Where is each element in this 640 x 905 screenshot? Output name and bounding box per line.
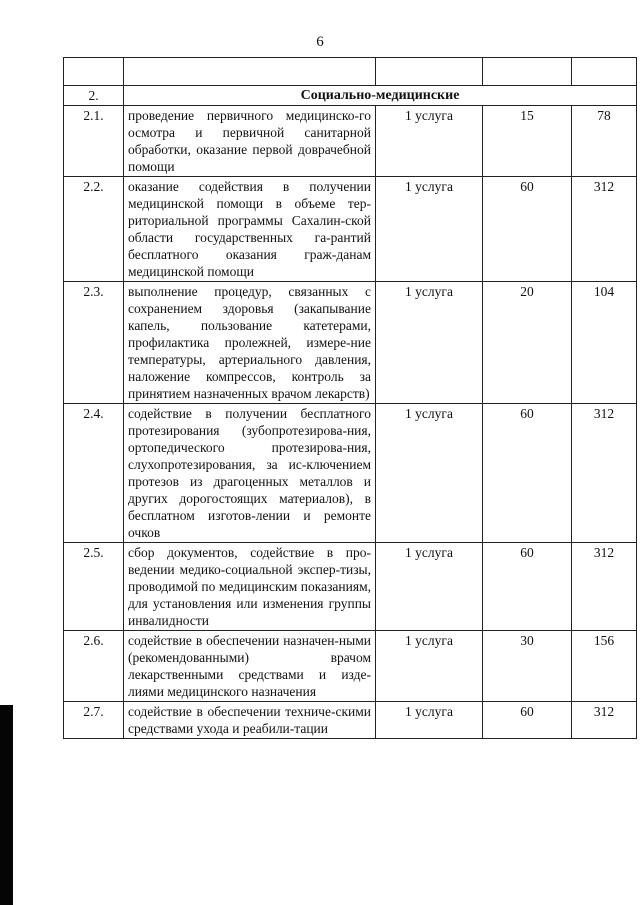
table-row <box>64 177 637 282</box>
value-cell: 312 <box>572 177 637 282</box>
value-cell: 15 <box>483 106 572 177</box>
table-row <box>64 543 637 631</box>
row-number: 2.6. <box>64 631 124 702</box>
service-description: сбор документов, содействие в про-ведении медико-социальной экспер-тизы, проводимой по медицинским показаниям, для установления или изменения группы инвалидности <box>124 543 376 631</box>
table-row <box>64 631 637 702</box>
value-cell: 60 <box>483 543 572 631</box>
value-cell: 60 <box>483 404 572 543</box>
service-unit: 1 услуга <box>376 543 483 631</box>
services-table <box>63 57 637 739</box>
service-description: проведение первичного медицинско-го осмотра и первичной санитарной обработки, оказание первой доврачебной помощи <box>124 106 376 177</box>
row-number: 2.1. <box>64 106 124 177</box>
service-description: выполнение процедур, связанных с сохранением здоровья (закапывание капель, пользование катетерами, профилактика пролежней, измере-ние температуры, артериального давления, наложение компрессов, контроль за принятием назначенных врачом лекарств) <box>124 282 376 404</box>
service-description: оказание содействия в получении медицинской помощи в объеме тер-риториальной программы Сахалин-ской области государственных га-рантий бесплатного оказания граж-данам медицинской помощи <box>124 177 376 282</box>
row-number: 2.5. <box>64 543 124 631</box>
scan-edge-shadow <box>0 705 13 905</box>
service-description: содействие в получении бесплатного протезирования (зубопротезирова-ния, ортопедического протезирова-ния, слухопротезирования, за ис-ключением протезов из драгоценных металлов и других дорогостоящих материалов), в бесплатном изготов-лении и ремонте очков <box>124 404 376 543</box>
header-cell <box>124 58 376 86</box>
table-row <box>64 702 637 739</box>
value-cell: 156 <box>572 631 637 702</box>
table-row <box>64 404 637 543</box>
section-number: 2. <box>64 86 124 106</box>
service-description: содействие в обеспечении назначен-ными (рекомендованными) врачом лекарственными средствами и изде-лиями медицинского назначения <box>124 631 376 702</box>
value-cell: 78 <box>572 106 637 177</box>
value-cell: 60 <box>483 702 572 739</box>
service-unit: 1 услуга <box>376 282 483 404</box>
service-unit: 1 услуга <box>376 702 483 739</box>
service-unit: 1 услуга <box>376 404 483 543</box>
header-cell <box>64 58 124 86</box>
service-unit: 1 услуга <box>376 177 483 282</box>
value-cell: 312 <box>572 404 637 543</box>
section-title: Социально-медицинские <box>124 86 637 106</box>
section-row <box>64 86 637 106</box>
value-cell: 20 <box>483 282 572 404</box>
header-cell <box>376 58 483 86</box>
table-row <box>64 282 637 404</box>
row-number: 2.3. <box>64 282 124 404</box>
value-cell: 312 <box>572 702 637 739</box>
value-cell: 30 <box>483 631 572 702</box>
table-header-row <box>64 58 637 86</box>
page-number: 6 <box>316 34 324 50</box>
service-description: содействие в обеспечении техниче-скими средствами ухода и реабили-тации <box>124 702 376 739</box>
row-number: 2.2. <box>64 177 124 282</box>
header-cell <box>572 58 637 86</box>
service-unit: 1 услуга <box>376 631 483 702</box>
header-cell <box>483 58 572 86</box>
value-cell: 104 <box>572 282 637 404</box>
service-unit: 1 услуга <box>376 106 483 177</box>
row-number: 2.7. <box>64 702 124 739</box>
row-number: 2.4. <box>64 404 124 543</box>
table-row <box>64 106 637 177</box>
value-cell: 312 <box>572 543 637 631</box>
value-cell: 60 <box>483 177 572 282</box>
